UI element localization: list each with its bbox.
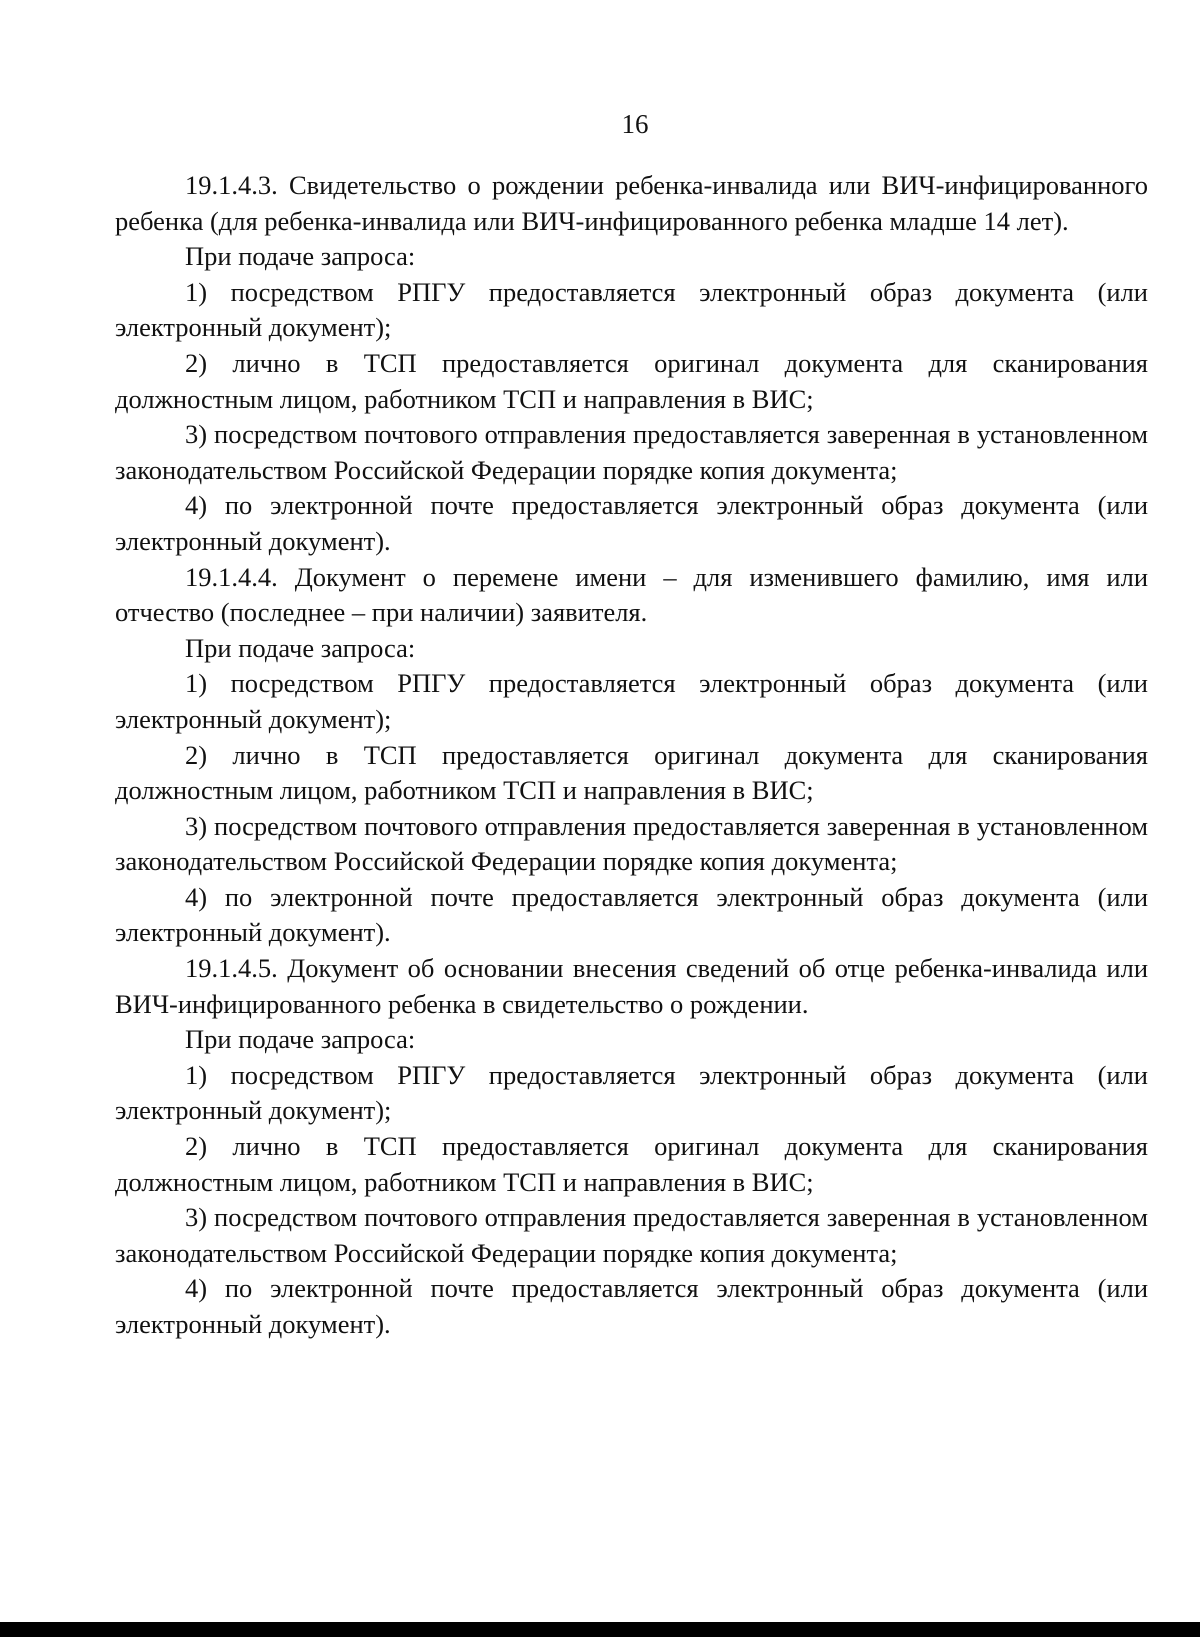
page-number: 16 <box>621 109 649 139</box>
paragraph-item-2: 2) лично в ТСП предоставляется оригинал документа для сканирования должностным лицом, работником ТСП и направления в ВИС; <box>115 1131 1148 1197</box>
paragraph-item-2: 2) лично в ТСП предоставляется оригинал документа для сканирования должностным лицом, работником ТСП и направления в ВИС; <box>115 347 1148 414</box>
paragraph-19-1-4-3: 19.1.4.3. Свидетельство о рождении ребенка-инвалида или ВИЧ-инфицированного ребенка (для ребенка-инвалида или ВИЧ-инфицированного ребенка младше 14 лет). <box>115 170 1148 236</box>
paragraph-19-1-4-5: 19.1.4.5. Документ об основании внесения сведений об отце ребенка-инвалида или ВИЧ-инфицированного ребенка в свидетельство о рождении. <box>115 953 1148 1019</box>
document-body <box>115 168 1148 1343</box>
paragraph-item-1: 1) посредством РПГУ предоставляется электронный образ документа (или электронный документ); <box>115 668 1148 734</box>
paragraph-item-3: 3) посредством почтового отправления предоставляется заверенная в установленном законодательством Российской Федерации порядке копия документа; <box>115 1202 1148 1268</box>
paragraph-19-1-4-4: 19.1.4.4. Документ о перемене имени – для изменившего фамилию, имя или отчество (последнее – при наличии) заявителя. <box>115 561 1148 628</box>
paragraph-item-1: 1) посредством РПГУ предоставляется электронный образ документа (или электронный документ); <box>115 276 1148 343</box>
paragraph-request-intro: При подаче запроса: <box>185 632 416 663</box>
paragraph-item-4: 4) по электронной почте предоставляется электронный образ документа (или электронный документ). <box>115 881 1148 948</box>
paragraph-item-4: 4) по электронной почте предоставляется электронный образ документа (или электронный документ). <box>115 490 1148 556</box>
paragraph-item-3: 3) посредством почтового отправления предоставляется заверенная в установленном законодательством Российской Федерации порядке копия документа; <box>115 810 1148 877</box>
paragraph-request-intro: При подаче запроса: <box>185 241 416 272</box>
paragraph-item-3: 3) посредством почтового отправления предоставляется заверенная в установленном законодательством Российской Федерации порядке копия документа; <box>115 419 1148 485</box>
paragraph-item-1: 1) посредством РПГУ предоставляется электронный образ документа (или электронный документ); <box>115 1059 1148 1126</box>
paragraph-item-2: 2) лично в ТСП предоставляется оригинал документа для сканирования должностным лицом, работником ТСП и направления в ВИС; <box>115 739 1148 806</box>
paragraph-request-intro: При подаче запроса: <box>185 1024 416 1055</box>
paragraph-item-4: 4) по электронной почте предоставляется электронный образ документа (или электронный документ). <box>115 1273 1148 1339</box>
scan-edge-shadow <box>0 1622 1200 1637</box>
